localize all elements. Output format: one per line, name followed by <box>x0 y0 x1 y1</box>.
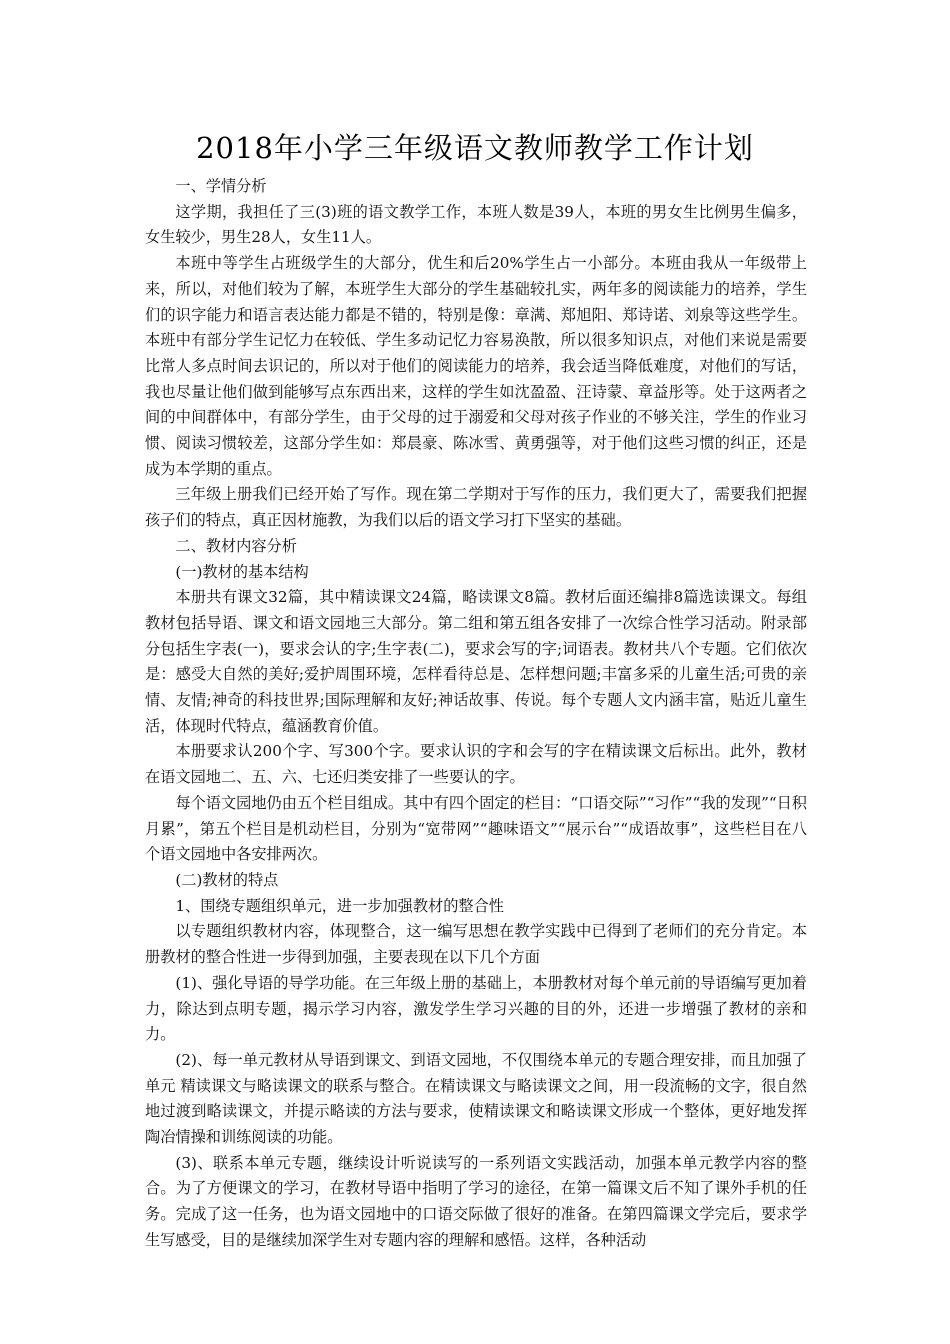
paragraph: 三年级上册我们已经开始了写作。现在第二学期对于写作的压力，我们更大了，需要我们把握孩子们的特点，真正因材施教，为我们以后的语文学习打下坚实的基础。 <box>145 485 807 530</box>
paragraph: 这学期，我担任了三(3)班的语文教学工作，本班人数是39人，本班的男女生比例男生偏多，女生较少，男生28人，女生11人。 <box>145 202 807 247</box>
point-heading: 1、围绕专题组织单元，进一步加强教材的整合性 <box>175 896 504 915</box>
paragraph: (3)、联系本单元专题，继续设计听说读写的一系列语文实践活动，加强本单元教学内容的整合。为了方便课文的学习，在教材导语中指明了学习的途径，在第一篇课文后不知了课外手机的任务。完成了这一任务，也为语文园地中的口语交际做了很好的准备。在第四篇课文学完后，要求学生写感受，目的是继续加深学生对专题内容的理解和感悟。这样，各种活动 <box>145 1153 807 1249</box>
subsection-heading: (一)教材的基本结构 <box>175 562 309 581</box>
paragraph: 本班中等学生占班级学生的大部分，优生和后20%学生占一小部分。本班由我从一年级带上来，所以，对他们较为了解，本班学生大部分的学生基础较扎实，两年多的阅读能力的培养，学生们的识字能力和语言表达能力都是不错的，特别是像：章满、郑旭阳、郑诗诺、刘泉等这些学生。本班中有部分学生记忆力在较低、学生多动记忆力容易涣散，所以很多知识点，对他们来说是需要比常人多点时间去识记的，所以对于他们的阅读能力的培养，我会适当降低难度，对他们的写话，我也尽量让他们做到能够写点东西出来，这样的学生如沈盈盈、汪诗蒙、章益彤等。处于这两者之间的中间群体中，有部分学生，由于父母的过于溺爱和父母对孩子作业的不够关注，学生的作业习惯、阅读习惯较差，这部分学生如：郑晨豪、陈冰雪、黄勇强等，对于他们这些习惯的纠正，还是成为本学期的重点。 <box>145 254 807 478</box>
paragraph: 本册要求认200个字、写300个字。要求认识的字和会写的字在精读课文后标出。此外，教材在语文园地二、五、六、七还归类安排了一些要认的字。 <box>145 742 807 787</box>
document-title: 2018年小学三年级语文教师教学工作计划 <box>196 131 754 165</box>
paragraph: 每个语文园地仍由五个栏目组成。其中有四个固定的栏目：“口语交际”“习作”“我的发现”“日积月累”，第五个栏目是机动栏目，分别为“宽带网”“趣味语文”“展示台”“成语故事”，这些栏目在八个语文园地中各安排两次。 <box>145 793 807 864</box>
section-heading-situation: 一、学情分析 <box>175 177 267 195</box>
paragraph: (1)、强化导语的导学功能。在三年级上册的基础上，本册教材对每个单元前的导语编写更加着力，除达到点明专题，揭示学习内容，激发学生学习兴趣的目的外，还进一步增强了教材的亲和力。 <box>145 973 807 1044</box>
section-heading-textbook: 二、教材内容分析 <box>175 536 297 555</box>
paragraph: (2)、每一单元教材从导语到课文、到语文园地，不仅围绕本单元的专题合理安排，而且加强了单元 精读课文与略读课文的联系与整合。在精读课文与略读课文之间，用一段流畅的文字，很自然地过渡到略读课文，并提示略读的方法与要求，使精读课文和略读课文形成一个整体，更好地发挥陶冶情操和训练阅读的功能。 <box>145 1050 807 1147</box>
paragraph: 以专题组织教材内容，体现整合，这一编写思想在教学实践中已得到了老师们的充分肯定。本册教材的整合性进一步得到加强，主要表现在以下几个方面 <box>145 922 807 967</box>
document-body <box>145 174 807 1254</box>
subsection-heading: (二)教材的特点 <box>175 870 279 889</box>
paragraph: 本册共有课文32篇，其中精读课文24篇，略读课文8篇。教材后面还编排8篇选读课文。每组教材包括导语、课文和语文园地三大部分。第二组和第五组各安排了一次综合性学习活动。附录部分包括生字表(一)，要求会认的字;生字表(二)，要求会写的字;词语表。教材共八个专题。它们依次是：感受大自然的美好;爱护周围环境，怎样看待总是、怎样想问题;丰富多采的儿童生活;可贵的亲情、友情;神奇的科技世界;国际理解和友好;神话故事、传说。每个专题人文内涵丰富，贴近儿童生活，体现时代特点，蕴涵教育价值。 <box>145 588 807 735</box>
